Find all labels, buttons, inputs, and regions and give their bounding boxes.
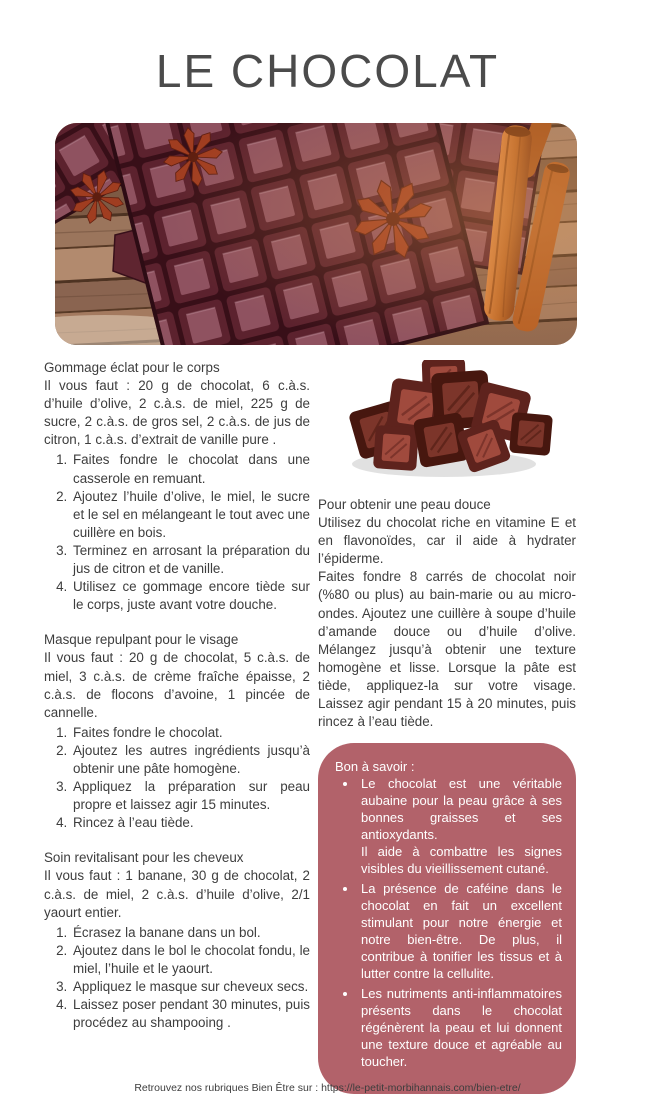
left-column <box>44 359 310 1049</box>
step-item: 4. Rincez à l’eau tiède. <box>71 814 310 832</box>
bullet-text: • La présence de caféine dans le chocolat en fait un excellent stimulant pour notre énergie et notre bien-être. De plus, il contribue à tonifier les tissus et à lutter contre la cellulite. <box>361 881 562 982</box>
footer-link[interactable]: https://le-petit-morbihannais.com/bien-etre/ <box>321 1082 521 1094</box>
infobox-bullets <box>335 775 562 1070</box>
right-column <box>318 356 576 1094</box>
page-title: LE CHOCOLAT <box>155 45 500 97</box>
section-intro: Il vous faut : 1 banane, 30 g de chocolat, 2 c.à.s. de miel, 2 c.à.s. d’huile d’olive, 2/1 yaourt entier. <box>44 868 310 920</box>
section-intro: Il vous faut : 20 g de chocolat, 5 c.à.s. de miel, 3 c.à.s. de crème fraîche épaisse, 2 c.à.s. de flocons d’avoine, 1 pincée de cannelle. <box>44 650 310 720</box>
step-item: 4. Utilisez ce gommage encore tiède sur le corps, juste avant votre douche. <box>71 578 310 614</box>
infobox-title: Bon à savoir : <box>335 759 415 775</box>
step-item: 1. Faites fondre le chocolat. <box>71 724 310 742</box>
bullet-text: • Le chocolat est une véritable aubaine pour la peau grâce à ses bonnes graisses et ses antioxydants. <box>361 776 562 843</box>
skin-paragraph: Utilisez du chocolat riche en vitamine E et en flavonoïdes, car il aide à hydrater l’épiderme. <box>318 515 576 567</box>
section-heading: Soin revitalisant pour les cheveux <box>44 850 244 866</box>
step-item: 2. Ajoutez les autres ingrédients jusqu’à obtenir une pâte homogène. <box>71 742 310 778</box>
section-heading: Masque repulpant pour le visage <box>44 632 239 648</box>
skin-heading: Pour obtenir une peau douce <box>318 497 491 512</box>
bullet-text: • Les nutriments anti-inflammatoires présents dans le chocolat régénèrent la peau et lui donnent une texture douce et agréable au toucher. <box>361 986 562 1070</box>
step-item: 1. Faites fondre le chocolat dans une casserole en remuant. <box>71 451 310 487</box>
chocolate-pile-photo <box>326 360 576 488</box>
section-steps <box>44 924 310 1033</box>
footer <box>0 1082 655 1094</box>
section-intro: Il vous faut : 20 g de chocolat, 6 c.à.s. d’huile d’olive, 2 c.à.s. de miel, 225 g de sucre, 2 c.à.s. de gros sel, 2 c.à.s. de jus de citron, 1 c.à.s. d’extrait de vanille pure . <box>44 378 310 448</box>
hero-photo <box>55 123 577 345</box>
chocolate-pile-image <box>326 360 564 488</box>
infobox-bullet <box>358 775 562 877</box>
section-steps <box>44 451 310 614</box>
step-item: 2. Ajoutez l’huile d’olive, le miel, le sucre et le sel en mélangeant le tout avec une cuillère en bois. <box>71 488 310 542</box>
infobox-bullet <box>358 985 562 1070</box>
step-item: 3. Appliquez la préparation sur peau propre et laissez agir 15 minutes. <box>71 778 310 814</box>
section-heading: Gommage éclat pour le corps <box>44 360 220 375</box>
recipe-section-masque <box>44 631 310 832</box>
step-item: 3. Appliquez le masque sur cheveux secs. <box>71 978 310 996</box>
skin-paragraph: Faites fondre 8 carrés de chocolat noir (%80 ou plus) au bain-marie ou au micro-ondes. Ajoutez une cuillère à soupe d’huile d’amande douce ou d’huile d’olive. Mélangez jusqu’à obtenir une texture homogène et lisse. Lorsque la pâte est tiède, appliquez-la sur votre visage. Laissez agir pendant 15 à 20 minutes, puis rincez à l’eau tiède. <box>318 569 576 730</box>
footer-text: Retrouvez nos rubriques Bien Être sur : <box>134 1082 319 1094</box>
section-steps <box>44 724 310 833</box>
hero-image <box>55 123 577 345</box>
infobox-bullet <box>358 880 562 982</box>
recipe-section-gommage <box>44 359 310 614</box>
step-item: 2. Ajoutez dans le bol le chocolat fondu, le miel, l’huile et le yaourt. <box>71 942 310 978</box>
step-item: 4. Laissez poser pendant 30 minutes, puis procédez au shampooing . <box>71 996 310 1032</box>
bullet-text: Il aide à combattre les signes visibles du vieillissement cutané. <box>361 844 562 877</box>
step-item: 1. Écrasez la banane dans un bol. <box>71 924 310 942</box>
infobox-bon-a-savoir <box>318 743 576 1093</box>
step-item: 3. Terminez en arrosant la préparation du jus de citron et de vanille. <box>71 542 310 578</box>
recipe-section-soin <box>44 849 310 1032</box>
